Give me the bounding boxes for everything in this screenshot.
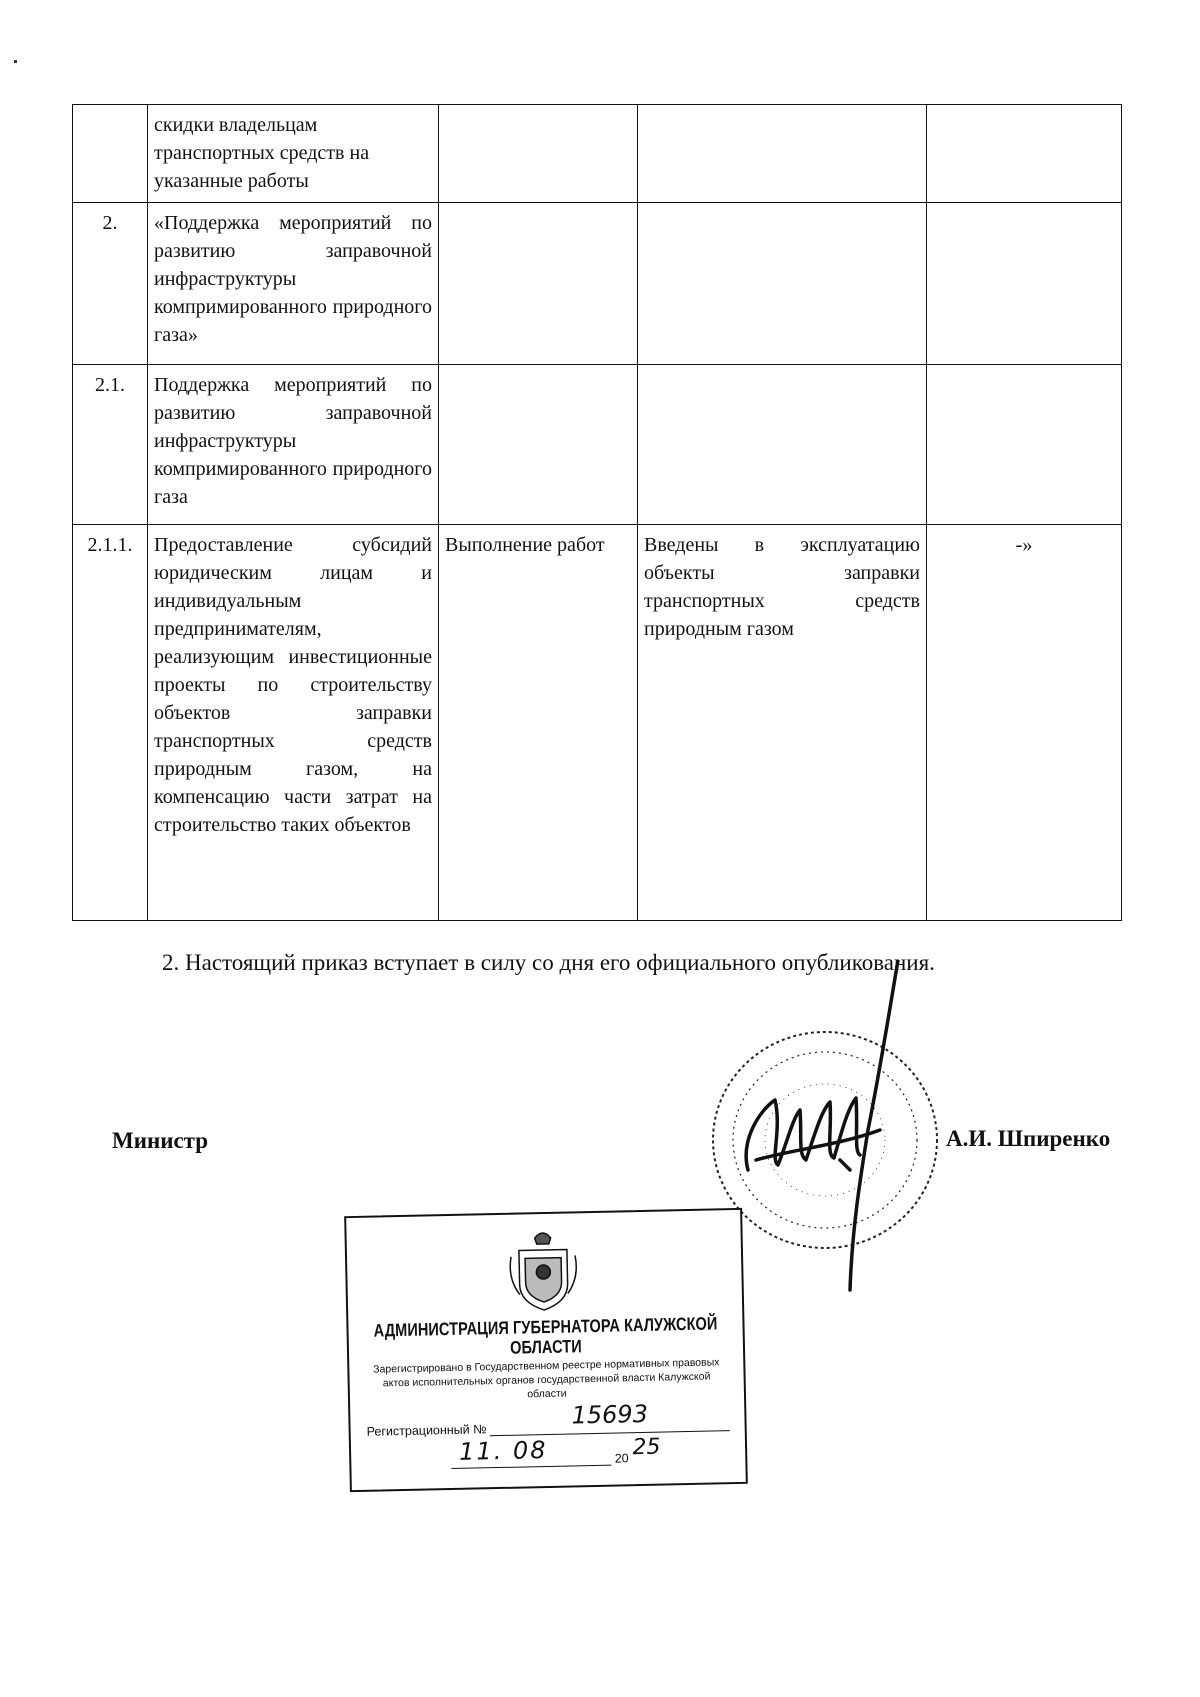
row-name: Поддержка мероприятий по развитию заправочной инфраструктуры компримированного природного газа [148,365,439,525]
row-note: -» [927,525,1122,921]
row-name: «Поддержка мероприятий по развитию заправочной инфраструктуры компримированного природного газа» [148,203,439,365]
effective-date-paragraph: 2. Настоящий приказ вступает в силу со дня его официального опубликования. [162,950,935,975]
row-result [439,203,638,365]
table-row [73,525,1122,921]
stamp-reg-label: Регистрационный № [366,1422,487,1439]
row-number: 2.1. [73,365,148,525]
row-number [73,105,148,203]
coat-of-arms-icon [504,1227,582,1315]
row-note [927,105,1122,203]
row-number: 2.1.1. [73,525,148,921]
table-row [73,203,1122,365]
stamp-header: АДМИНИСТРАЦИЯ ГУБЕРНАТОРА КАЛУЖСКОЙ ОБЛАСТИ [373,1314,718,1359]
row-indicator [638,365,927,525]
table-row [73,105,1122,203]
row-name: скидки владельцам транспортных средств на указанные работы [148,105,439,203]
stamp-year-prefix: 20 [614,1451,629,1466]
row-number: 2. [73,203,148,365]
row-indicator [638,203,927,365]
row-note [927,203,1122,365]
stamp-registration-text: Зарегистрировано в Государственном реестре нормативных правовых актов исполнительных органов государственной власти Калужской области [373,1356,720,1401]
stamp-date-day-month: 11. 08 [458,1435,548,1466]
stamp-date-line [451,1434,731,1469]
table-row [73,365,1122,525]
row-note [927,365,1122,525]
minister-title: Министр [112,1128,209,1153]
row-result [439,105,638,203]
signature-icon [730,960,930,1340]
program-table [72,104,1122,921]
row-indicator: Введены в эксплуатацию объекты заправки транспортных средств природным газом [638,525,927,921]
row-result [439,365,638,525]
stamp-reg-number-line [366,1399,732,1439]
row-indicator [638,105,927,203]
row-result: Выполнение работ [439,525,638,921]
stamp-reg-number: 15693 [571,1399,649,1430]
registration-stamp [344,1208,748,1492]
signer-name: А.И. Шпиренко [946,1126,1111,1151]
stamp-year-suffix: 25 [632,1434,661,1461]
scan-speck [14,60,17,63]
row-name: Предоставление субсидий юридическим лицам и индивидуальным предпринимателям, реализующим инвестиционные проекты по строительству объектов заправки транспортных средств природным газом, на компенсацию части затрат на строительство таких объектов [148,525,439,921]
